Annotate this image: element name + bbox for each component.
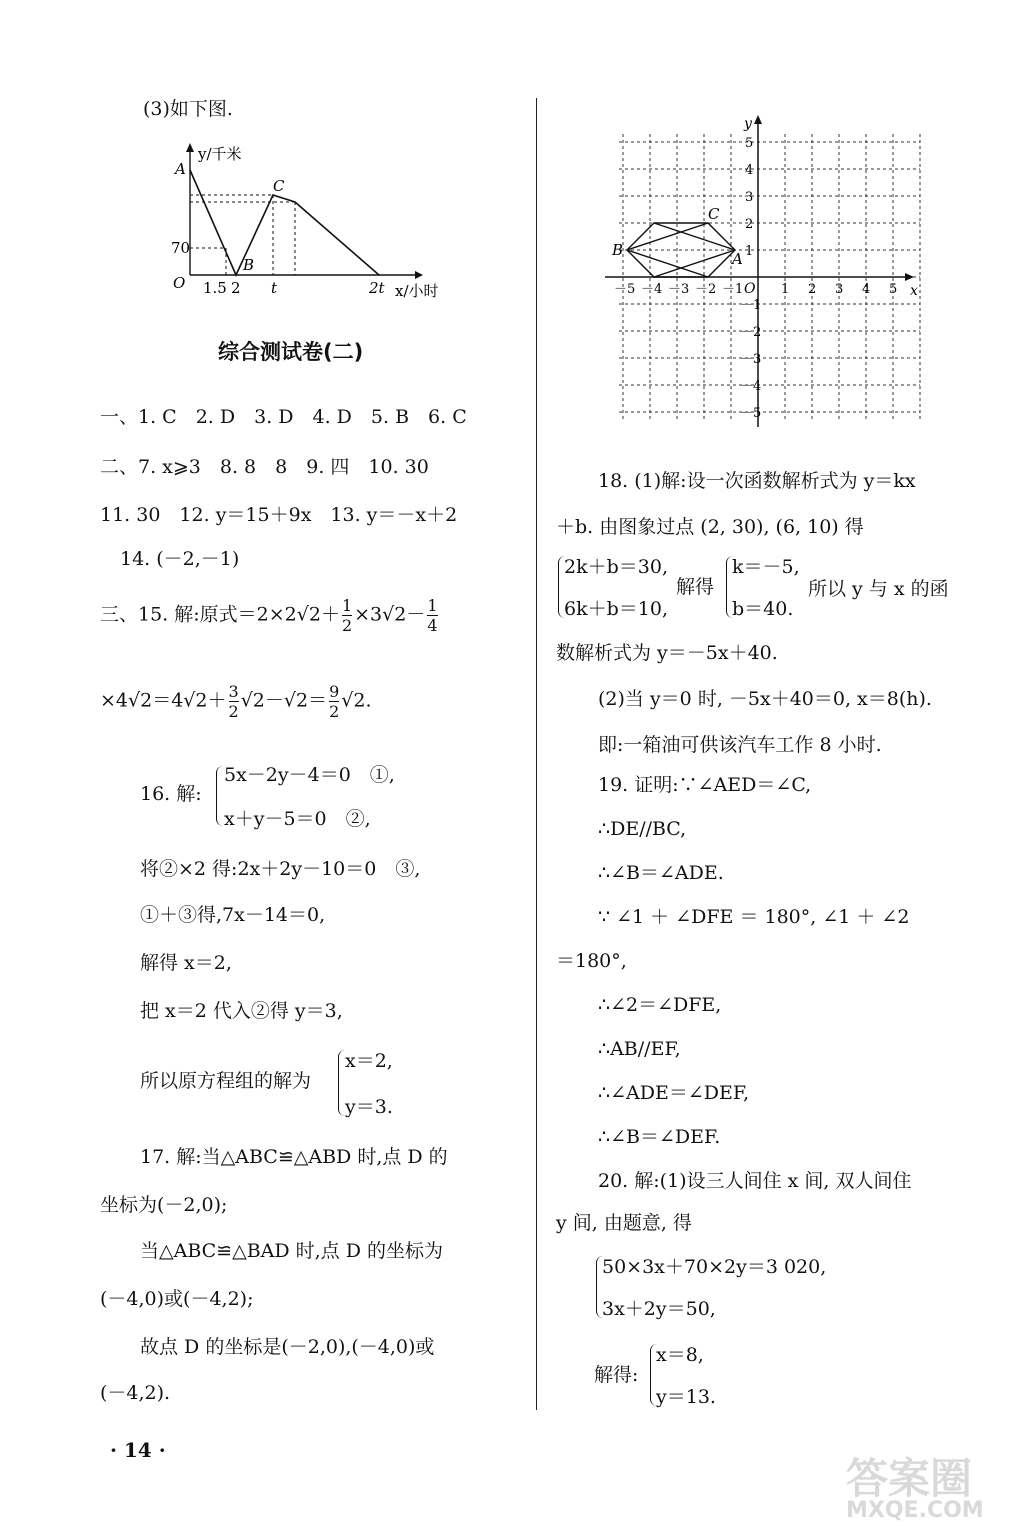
x-tick-label: 1	[781, 282, 790, 297]
answers-row-2: 二、7. x⩾3 8. 8 8 9. 四 10. 30	[100, 456, 429, 478]
origin-label: O	[173, 274, 186, 292]
y-tick-label: 4	[745, 163, 754, 178]
grid-point-b: B	[612, 241, 624, 259]
y-tick-label: －5	[740, 406, 762, 421]
x-tick-label: 5	[889, 282, 898, 297]
y-tick-label: 3	[745, 190, 754, 205]
q19-line-5: ＝180°,	[556, 950, 627, 972]
grid-point-c: C	[708, 205, 720, 223]
q15-part-c: √2.	[341, 689, 372, 712]
q16-head: 16. 解:	[140, 783, 202, 805]
watermark-url: MXQE.COM	[846, 1498, 984, 1523]
fraction: $\frac{1}{2}$	[341, 596, 353, 635]
q16-eq-1: 5x－2y－4＝0 ①,	[224, 764, 395, 786]
q18-line-1: 18. (1)解:设一次函数解析式为 y＝kx	[598, 470, 916, 492]
tick-2: 2	[231, 279, 241, 297]
y-tick-label: －1	[740, 298, 762, 313]
answers-row-3: 11. 30 12. y＝15＋9x 13. y＝－x＋2	[100, 504, 458, 526]
fraction: $\frac{3}{2}$	[228, 682, 239, 721]
intro-text: (3)如下图.	[143, 98, 233, 120]
fraction: $\frac{9}{2}$	[329, 682, 340, 721]
x-tick-label: －5	[614, 282, 636, 297]
q20-eq-2: 3x＋2y＝50,	[602, 1298, 716, 1320]
column-divider	[536, 98, 537, 1410]
q18-line-5: 即:一箱油可供该汽车工作 8 小时.	[598, 734, 882, 756]
q18-line-4: (2)当 y＝0 时, －5x＋40＝0, x＝8(h).	[598, 688, 932, 710]
q17-line-2: 坐标为(－2,0);	[100, 1194, 228, 1216]
grid-y-label: y	[744, 116, 752, 132]
q15-part-a: ×4√2＝4√2＋	[100, 689, 227, 712]
watermark-logo: 答案圈	[846, 1454, 973, 1503]
point-a-label: A	[175, 160, 186, 178]
x-axis-label: x/小时	[395, 282, 439, 300]
q16-result-2: y＝3.	[345, 1096, 393, 1118]
answers-row-1: 一、1. C 2. D 3. D 4. D 5. B 6. C	[100, 406, 467, 428]
q15-line-2	[100, 682, 372, 721]
x-tick-label: －4	[641, 282, 663, 297]
q18-result-2: b＝40.	[732, 598, 794, 620]
y-tick-label: －3	[740, 352, 762, 367]
page-number: · 14 ·	[110, 1438, 166, 1462]
x-tick-label: 3	[835, 282, 844, 297]
q19-line-2: ∴DE//BC,	[598, 818, 687, 840]
x-tick-label: 2	[808, 282, 817, 297]
grid-point-a: A	[732, 250, 743, 268]
y-tick-label: －4	[740, 379, 762, 394]
y-tick-label: 5	[745, 136, 754, 151]
section-title: 综合测试卷(二)	[218, 340, 364, 364]
q18-line-3: 数解析式为 y＝－5x＋40.	[556, 642, 778, 664]
y-tick-label: 2	[745, 217, 754, 232]
q16-result-1: x＝2,	[345, 1050, 393, 1072]
q16-eq-2: x＋y－5＝0 ②,	[224, 808, 371, 830]
q15-line-1	[100, 596, 440, 635]
q20-result-1: x＝8,	[656, 1344, 704, 1366]
q15-head: 三、15. 解:原式＝2×2√2＋	[100, 603, 340, 626]
q17-line-4: (－4,0)或(－4,2);	[100, 1288, 254, 1310]
q17-line-5: 故点 D 的坐标是(－2,0),(－4,0)或	[140, 1336, 435, 1358]
q19-line-8: ∴∠ADE＝∠DEF,	[598, 1082, 750, 1104]
q17-line-1: 17. 解:当△ABC≌△ABD 时,点 D 的	[140, 1146, 448, 1168]
tick-t: t	[271, 279, 278, 297]
q19-line-6: ∴∠2＝∠DFE,	[598, 994, 722, 1016]
q16-step-5: 所以原方程组的解为	[140, 1070, 312, 1092]
q17-line-6: (－4,2).	[100, 1382, 171, 1404]
q18-eq-1: 2k＋b＝30,	[564, 556, 668, 578]
q20-result-2: y＝13.	[656, 1386, 716, 1408]
q16-step-2: ①＋③得,7x－14＝0,	[140, 904, 326, 926]
q19-line-9: ∴∠B＝∠DEF.	[598, 1126, 721, 1148]
q20-line-2: y 间, 由题意, 得	[556, 1212, 692, 1234]
q16-step-4: 把 x＝2 代入②得 y＝3,	[140, 1000, 343, 1022]
q20-jiede: 解得:	[594, 1364, 639, 1386]
point-b-label: B	[243, 256, 255, 274]
q18-result-1: k＝－5,	[732, 556, 800, 578]
x-tick-label: 4	[862, 282, 871, 297]
q17-line-3: 当△ABC≌△BAD 时,点 D 的坐标为	[140, 1240, 444, 1262]
brace	[216, 766, 223, 826]
fraction: $\frac{1}{4}$	[427, 596, 438, 635]
q19-line-4: ∵ ∠1 ＋ ∠DFE ＝ 180°, ∠1 ＋ ∠2	[598, 906, 910, 928]
q19-line-1: 19. 证明:∵∠AED＝∠C,	[598, 774, 812, 796]
q18-line-2: ＋b. 由图象过点 (2, 30), (6, 10) 得	[556, 516, 864, 538]
y-axis-label: y/千米	[198, 145, 242, 163]
grid-origin: O	[744, 281, 756, 297]
q19-line-3: ∴∠B＝∠ADE.	[598, 862, 724, 884]
x-tick-label: －3	[668, 282, 690, 297]
q16-step-1: 将②×2 得:2x＋2y－10＝0 ③,	[140, 858, 421, 880]
y-tick-label: －2	[740, 325, 762, 340]
distance-time-graph	[165, 140, 455, 305]
tick-2t: 2t	[369, 279, 385, 297]
q16-step-3: 解得 x＝2,	[140, 952, 232, 974]
q18-jiede: 解得	[676, 576, 715, 598]
q15-mid: ×3√2－	[354, 603, 426, 626]
q15-part-b: √2－√2＝	[240, 689, 328, 712]
q18-tail: 所以 y 与 x 的函	[808, 578, 949, 600]
y-tick-label: 1	[745, 244, 754, 259]
tick-70: 70	[171, 239, 191, 257]
grid-x-label: x	[910, 283, 918, 299]
q20-eq-1: 50×3x＋70×2y＝3 020,	[602, 1256, 827, 1278]
brace	[338, 1050, 345, 1116]
x-tick-label: －1	[722, 282, 744, 297]
q20-line-1: 20. 解:(1)设三人间住 x 间, 双人间住	[598, 1170, 912, 1192]
coordinate-grid	[600, 112, 930, 432]
q18-eq-2: 6k＋b＝10,	[564, 598, 668, 620]
x-tick-label: －2	[695, 282, 717, 297]
q19-line-7: ∴AB//EF,	[598, 1038, 681, 1060]
answers-row-4: 14. (－2,－1)	[120, 548, 240, 570]
tick-1-5: 1.5	[203, 279, 227, 297]
point-c-label: C	[273, 177, 285, 195]
